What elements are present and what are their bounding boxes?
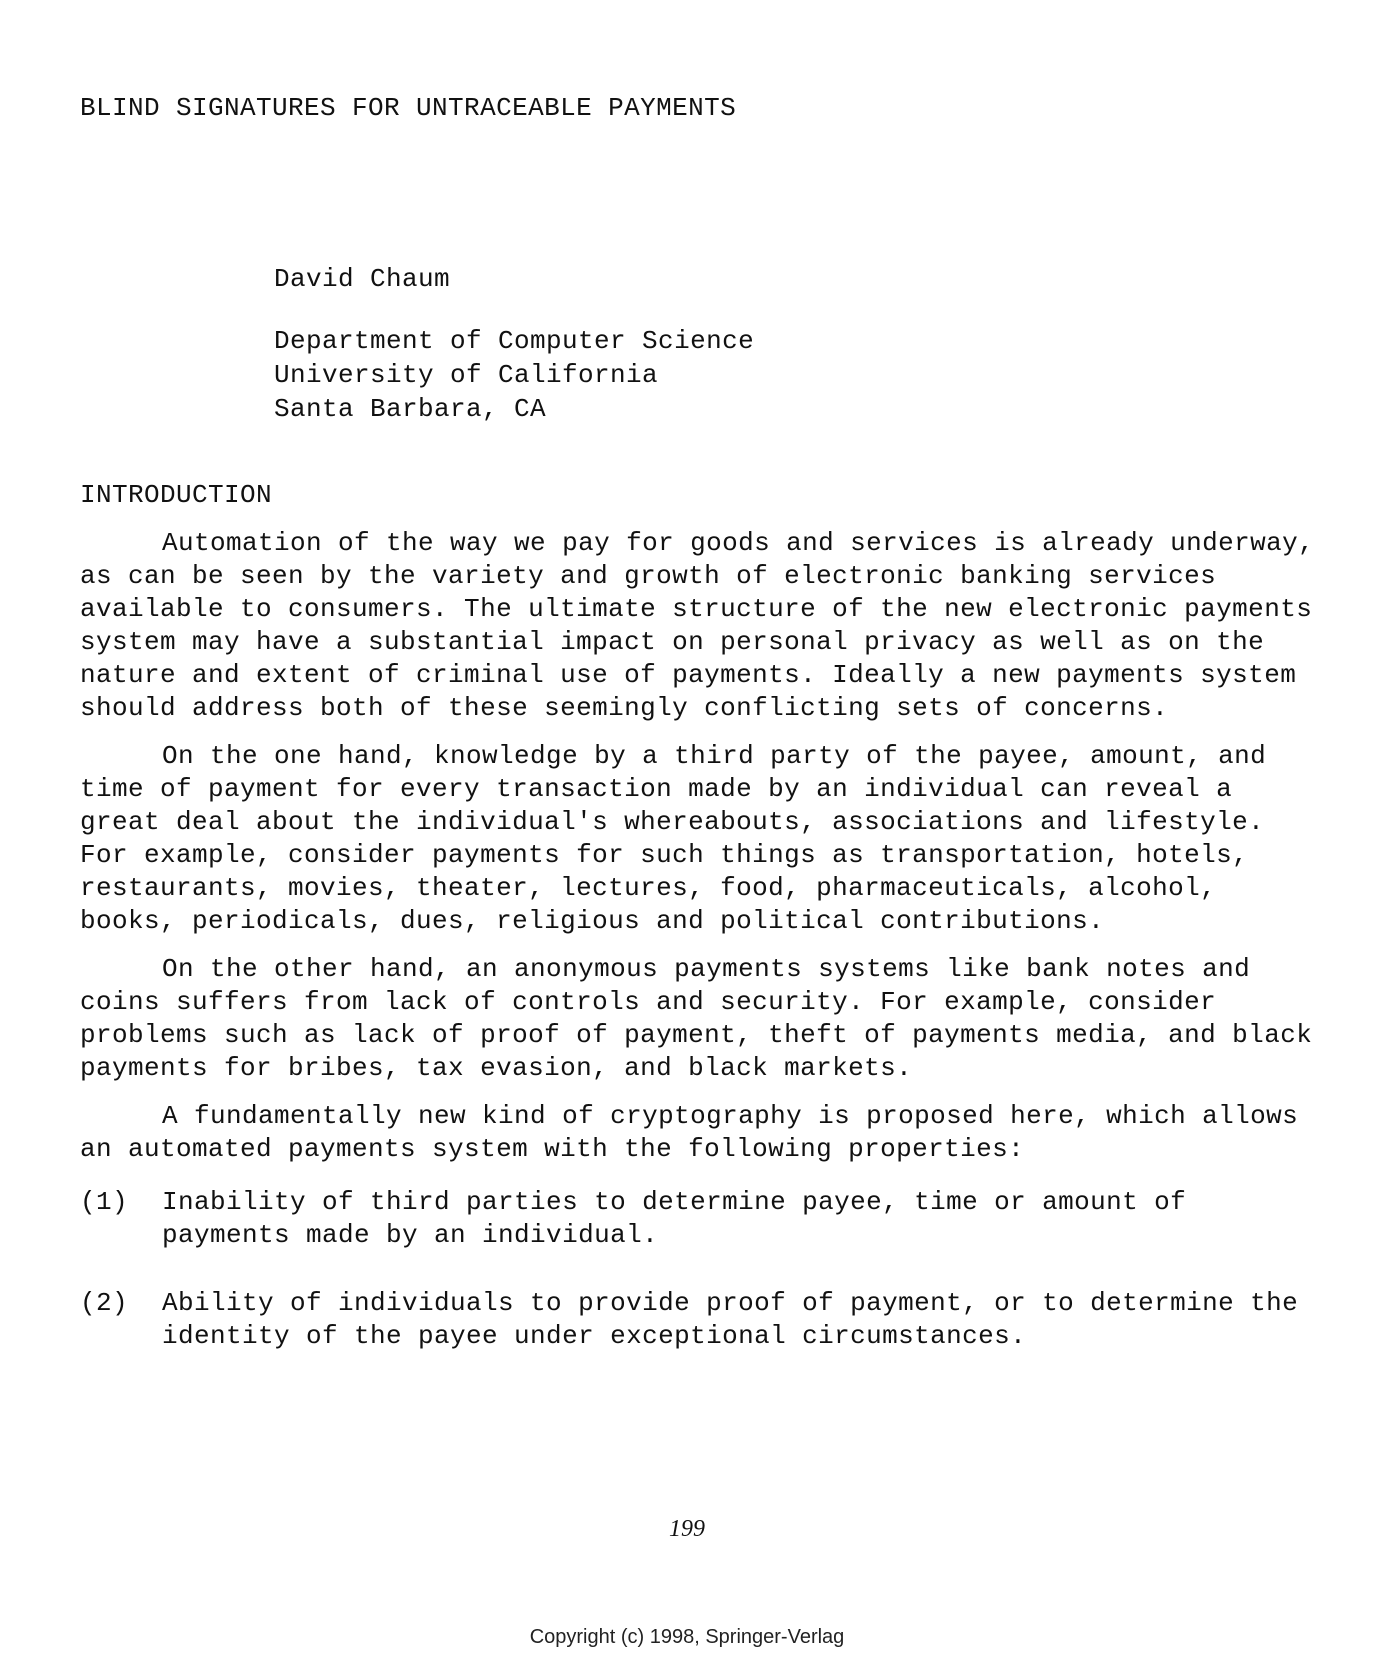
body-text <box>80 527 1320 1388</box>
list-item-text: Ability of individuals to provide proof of payment, or to determine the identity of the payee under exceptional circumstances. <box>162 1288 1299 1351</box>
affiliation-line: University of California <box>274 360 659 390</box>
author-name: David Chaum <box>274 264 451 294</box>
list-item-number: (1) <box>80 1187 129 1217</box>
section-heading: INTRODUCTION <box>80 480 273 510</box>
copyright-notice: Copyright (c) 1998, Springer-Verlag <box>529 1626 845 1648</box>
list-item <box>80 1186 1320 1252</box>
paragraph: Automation of the way we pay for goods and services is already underway, as can be seen by the variety and growth of electronic banking services available to consumers. The ultimate structure of the new electronic payments system may have a substantial impact on personal privacy as well as on the nature and extent of criminal use of payments. Ideally a new payments system should address both of these seemingly conflicting sets of concerns. <box>80 528 1315 723</box>
page-number: 199 <box>669 1516 705 1542</box>
paragraph: On the one hand, knowledge by a third party of the payee, amount, and time of payment for every transaction made by an individual can reveal a great deal about the individual's whereabouts, associations and lifestyle. For example, consider payments for such things as transportation, hotels, restaurants, movies, theater, lectures, food, pharmaceuticals, alcohol, books, periodicals, dues, religious and political contributions. <box>80 741 1267 936</box>
affiliation-line: Santa Barbara, CA <box>274 394 547 424</box>
list-item <box>80 1287 1320 1353</box>
author-block <box>274 262 754 426</box>
affiliation-line: Department of Computer Science <box>274 326 755 356</box>
list-item-text: Inability of third parties to determine payee, time or amount of payments made by an individual. <box>162 1187 1187 1250</box>
paragraph: On the other hand, an anonymous payments systems like bank notes and coins suffers from lack of controls and security. For example, consider problems such as lack of proof of payment, theft of payments media, and black payments for bribes, tax evasion, and black markets. <box>80 954 1313 1083</box>
list-item-number: (2) <box>80 1288 129 1318</box>
properties-list <box>80 1186 1320 1353</box>
paragraph: A fundamentally new kind of cryptography is proposed here, which allows an automated payments system with the following properties: <box>80 1101 1299 1164</box>
paper-title: BLIND SIGNATURES FOR UNTRACEABLE PAYMENTS <box>80 93 737 123</box>
